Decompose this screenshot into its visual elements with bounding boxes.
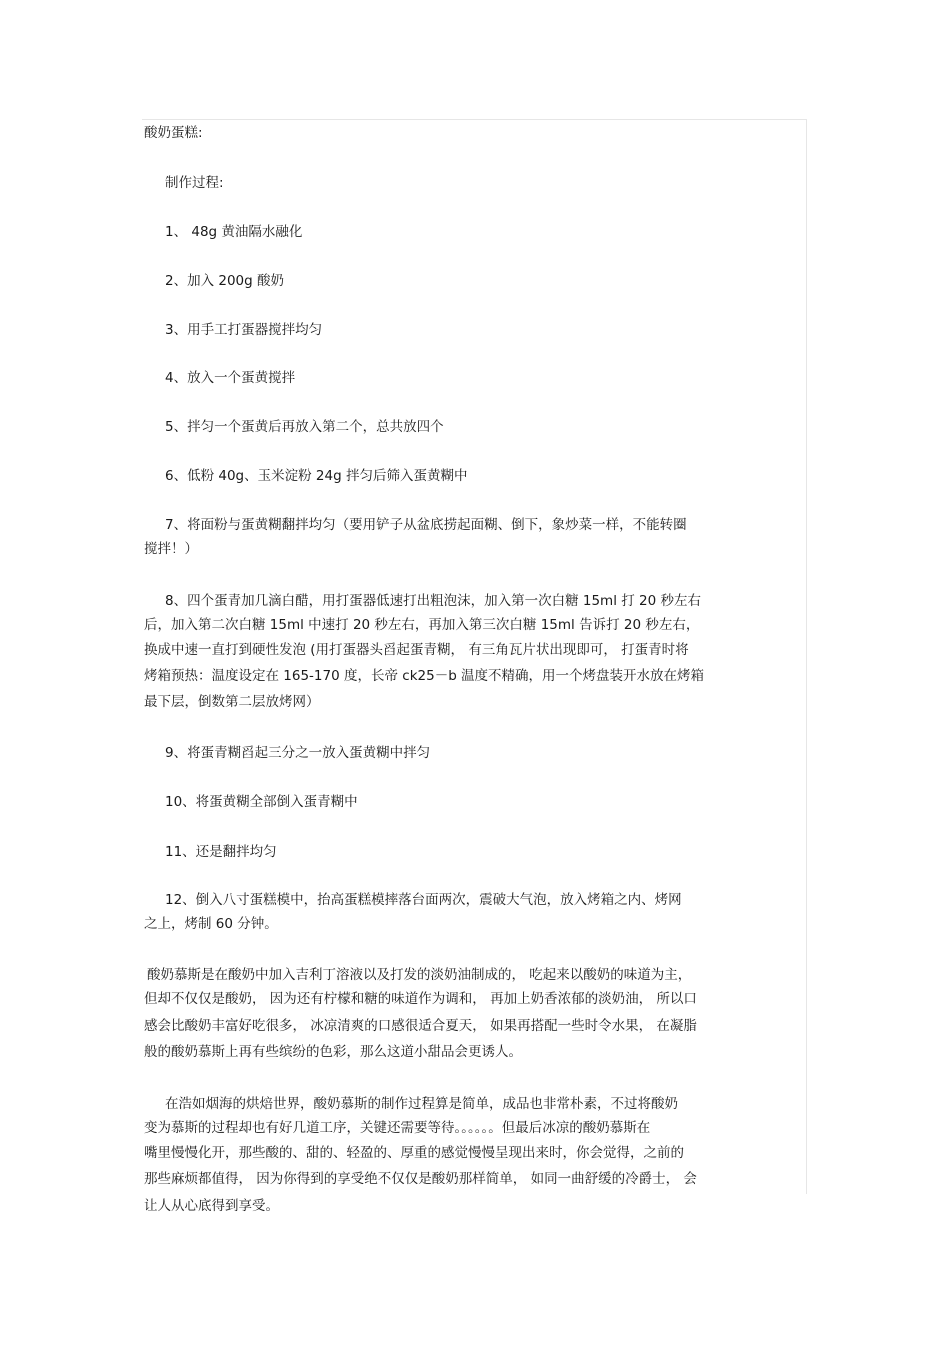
- mousse-paragraph-line-2: 但却不仅仅是酸奶， 因为还有柠檬和糖的味道作为调和， 再加上奶香浓郁的淡奶油， 所以口: [144, 991, 697, 1007]
- step-10: 10、将蛋黄糊全部倒入蛋青糊中: [165, 794, 358, 810]
- step-8-line-2: 后，加入第二次白糖 15ml 中速打 20 秒左右，再加入第三次白糖 15ml 告诉打 20 秒左右，: [144, 617, 700, 633]
- step-12-line-1: 12、倒入八寸蛋糕模中，抬高蛋糕模摔落台面两次，震破大气泡，放入烤箱之内、烤网: [165, 892, 682, 908]
- step-7-line-1: 7、将面粉与蛋黄糊翻拌均匀（要用铲子从盆底捞起面糊、倒下，象炒菜一样，不能转圈: [165, 517, 687, 533]
- mousse-paragraph-line-3: 感会比酸奶丰富好吃很多， 冰凉清爽的口感很适合夏天， 如果再搭配一些时令水果， 在凝脂: [144, 1018, 697, 1034]
- step-8-line-5: 最下层，倒数第二层放烤网）: [144, 694, 320, 710]
- step-11: 11、还是翻拌均匀: [165, 844, 277, 860]
- step-7-line-2: 搅拌！）: [144, 541, 198, 557]
- step-12-line-2: 之上，烤制 60 分钟。: [144, 916, 278, 932]
- step-8-line-1: 8、四个蛋青加几滴白醋，用打蛋器低速打出粗泡沫，加入第一次白糖 15ml 打 20 秒左右: [165, 593, 702, 609]
- document-title: 酸奶蛋糕:: [144, 125, 203, 141]
- step-8-line-4: 烤箱预热：温度设定在 165-170 度，长帝 ck25－b 温度不精确，用一个烤盘装开水放在烤箱: [144, 668, 705, 684]
- step-8-line-3: 换成中速一直打到硬性发泡 (用打蛋器头舀起蛋青糊， 有三角瓦片状出现即可， 打蛋青时将: [144, 642, 689, 658]
- baking-paragraph-line-1: 在浩如烟海的烘焙世界，酸奶慕斯的制作过程算是简单，成品也非常朴素，不过将酸奶: [165, 1096, 678, 1112]
- baking-paragraph-line-2: 变为慕斯的过程却也有好几道工序，关键还需要等待。。。。。。但最后冰凉的酸奶慕斯在: [144, 1120, 651, 1136]
- step-3: 3、用手工打蛋器搅拌均匀: [165, 322, 323, 338]
- baking-paragraph-line-4: 那些麻烦都值得， 因为你得到的享受绝不仅仅是酸奶那样简单， 如同一曲舒缓的冷爵士， 会: [144, 1171, 697, 1187]
- baking-paragraph-line-5: 让人从心底得到享受。: [144, 1198, 279, 1214]
- process-heading: 制作过程:: [165, 175, 224, 191]
- step-9: 9、将蛋青糊舀起三分之一放入蛋黄糊中拌匀: [165, 745, 431, 761]
- step-4: 4、放入一个蛋黄搅拌: [165, 370, 296, 386]
- mousse-paragraph-line-1: 酸奶慕斯是在酸奶中加入吉利丁溶液以及打发的淡奶油制成的， 吃起来以酸奶的味道为主，: [147, 967, 692, 983]
- mousse-paragraph-line-4: 般的酸奶慕斯上再有些缤纷的色彩，那么这道小甜品会更诱人。: [144, 1044, 522, 1060]
- step-1: 1、 48g 黄油隔水融化: [165, 224, 303, 240]
- step-2: 2、加入 200g 酸奶: [165, 273, 285, 289]
- baking-paragraph-line-3: 嘴里慢慢化开，那些酸的、甜的、轻盈的、厚重的感觉慢慢呈现出来时，你会觉得，之前的: [144, 1145, 684, 1161]
- step-5: 5、拌匀一个蛋黄后再放入第二个，总共放四个: [165, 419, 444, 435]
- step-6: 6、低粉 40g、玉米淀粉 24g 拌匀后筛入蛋黄糊中: [165, 468, 468, 484]
